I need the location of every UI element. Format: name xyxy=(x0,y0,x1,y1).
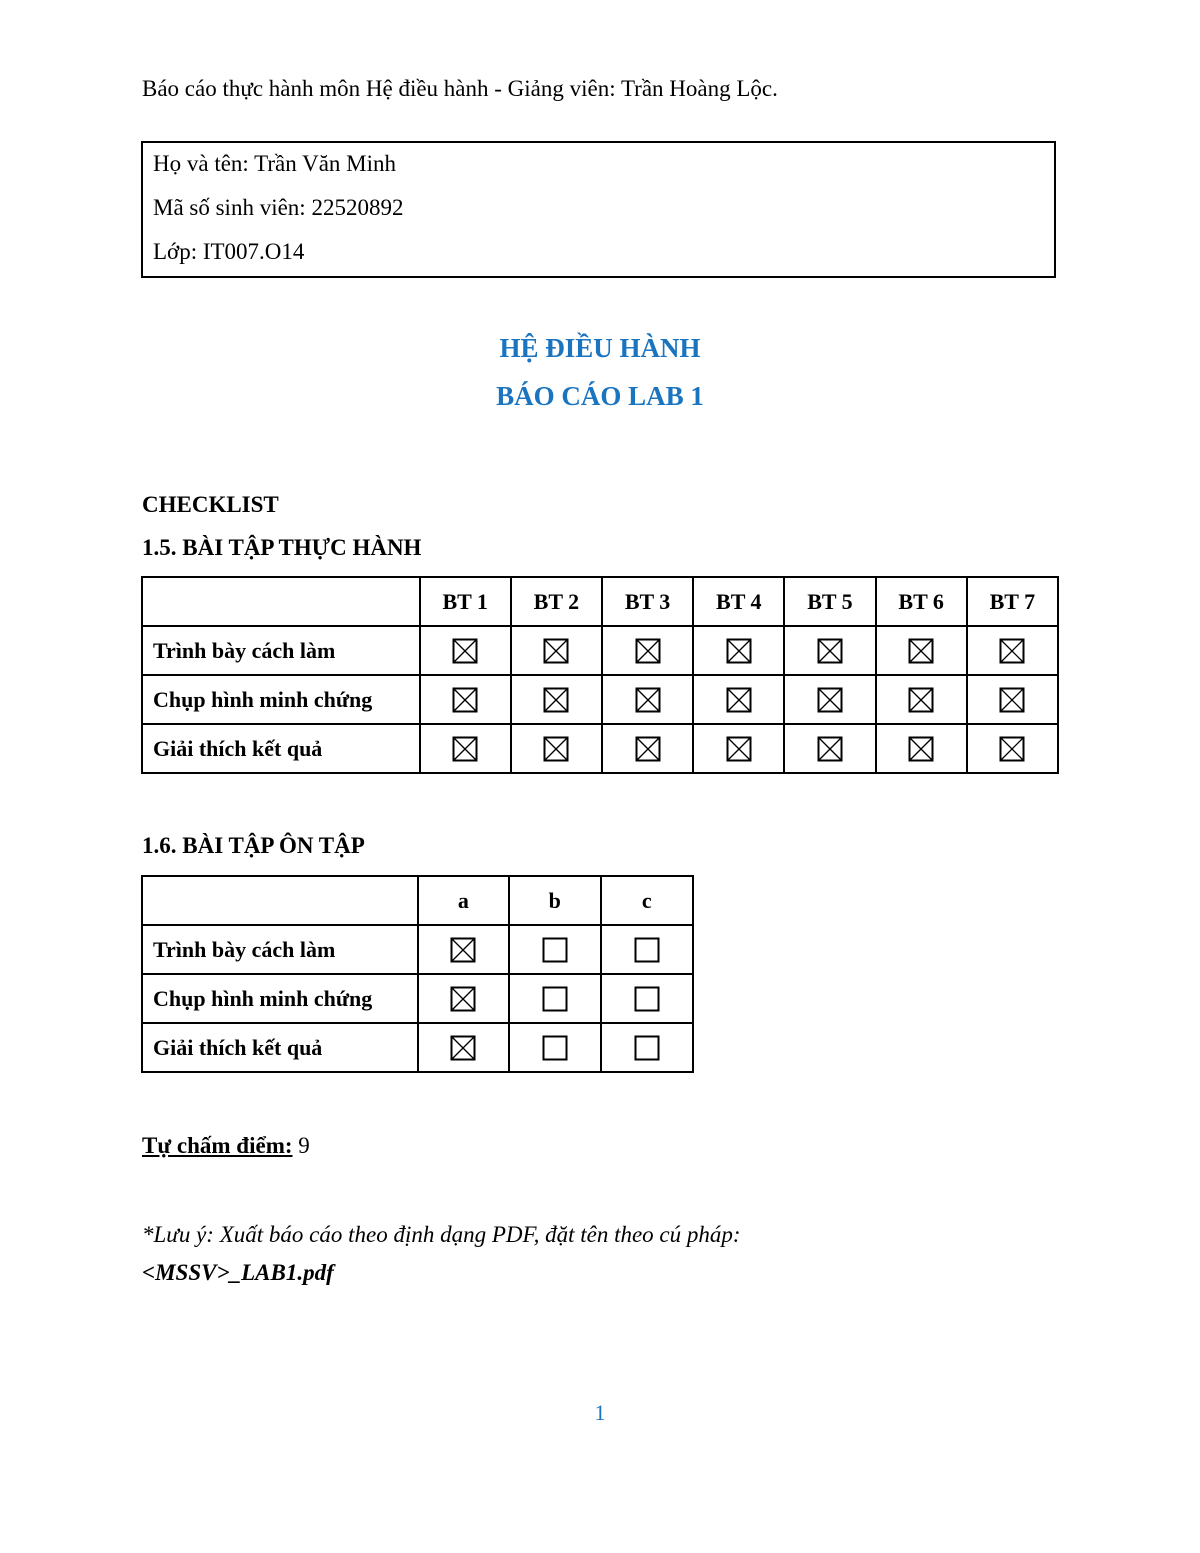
student-class: Lớp: IT007.O14 xyxy=(153,239,305,264)
checkbox-cell xyxy=(876,724,967,773)
checkbox-cell xyxy=(420,626,511,675)
checkbox-cell xyxy=(509,974,600,1023)
checkbox-cell xyxy=(509,1023,600,1072)
checked-box-icon[interactable] xyxy=(452,736,478,762)
checkbox-cell xyxy=(418,974,509,1023)
checkbox-cell xyxy=(601,925,693,974)
checked-box-icon[interactable] xyxy=(450,937,476,963)
checkbox-cell xyxy=(693,626,784,675)
empty-box-icon[interactable] xyxy=(634,937,660,963)
checked-box-icon[interactable] xyxy=(908,638,934,664)
checked-box-icon[interactable] xyxy=(635,736,661,762)
table-row xyxy=(142,974,693,1023)
row-label: Giải thích kết quả xyxy=(142,1023,418,1072)
row-label: Giải thích kết quả xyxy=(142,724,420,773)
table-header-row xyxy=(142,577,1058,626)
practice-heading: 1.5. BÀI TẬP THỰC HÀNH xyxy=(142,535,422,560)
empty-box-icon[interactable] xyxy=(634,1035,660,1061)
checkbox-cell xyxy=(420,675,511,724)
checkbox-cell xyxy=(784,626,875,675)
self-score-label: Tự chấm điểm: xyxy=(142,1133,293,1158)
checkbox-cell xyxy=(511,626,602,675)
checked-box-icon[interactable] xyxy=(452,687,478,713)
column-header: BT 2 xyxy=(511,577,602,626)
empty-box-icon[interactable] xyxy=(634,986,660,1012)
checkbox-cell xyxy=(602,626,693,675)
table-row xyxy=(142,1023,693,1072)
checked-box-icon[interactable] xyxy=(452,638,478,664)
checkbox-cell xyxy=(601,1023,693,1072)
student-name: Họ và tên: Trần Văn Minh xyxy=(153,151,396,176)
student-info-box xyxy=(141,141,1056,278)
checkbox-cell xyxy=(511,675,602,724)
checked-box-icon[interactable] xyxy=(999,687,1025,713)
checked-box-icon[interactable] xyxy=(817,638,843,664)
column-header: b xyxy=(509,876,600,925)
table-row xyxy=(142,626,1058,675)
checkbox-cell xyxy=(693,724,784,773)
self-score xyxy=(142,1133,310,1159)
review-checklist-table xyxy=(141,875,694,1073)
student-id: Mã số sinh viên: 22520892 xyxy=(153,195,404,220)
table-row xyxy=(142,675,1058,724)
row-label: Chụp hình minh chứng xyxy=(142,675,420,724)
checklist-heading: CHECKLIST xyxy=(142,492,279,517)
checked-box-icon[interactable] xyxy=(726,687,752,713)
self-score-value: 9 xyxy=(292,1133,310,1158)
checkbox-cell xyxy=(602,675,693,724)
checkbox-cell xyxy=(784,724,875,773)
column-header: BT 3 xyxy=(602,577,693,626)
checkbox-cell xyxy=(602,724,693,773)
row-label: Trình bày cách làm xyxy=(142,626,420,675)
table-header-empty xyxy=(142,876,418,925)
checked-box-icon[interactable] xyxy=(450,1035,476,1061)
checked-box-icon[interactable] xyxy=(817,736,843,762)
note-line: *Lưu ý: Xuất báo cáo theo định dạng PDF, đặt tên theo cú pháp: xyxy=(142,1222,741,1247)
checked-box-icon[interactable] xyxy=(543,638,569,664)
column-header: BT 4 xyxy=(693,577,784,626)
checked-box-icon[interactable] xyxy=(999,736,1025,762)
checked-box-icon[interactable] xyxy=(635,687,661,713)
checked-box-icon[interactable] xyxy=(999,638,1025,664)
checkbox-cell xyxy=(876,675,967,724)
checked-box-icon[interactable] xyxy=(726,736,752,762)
column-header: BT 5 xyxy=(784,577,875,626)
checkbox-cell xyxy=(420,724,511,773)
table-row xyxy=(142,925,693,974)
row-label: Chụp hình minh chứng xyxy=(142,974,418,1023)
checkbox-cell xyxy=(967,724,1058,773)
review-heading: 1.6. BÀI TẬP ÔN TẬP xyxy=(142,833,365,858)
checkbox-cell xyxy=(601,974,693,1023)
empty-box-icon[interactable] xyxy=(542,937,568,963)
course-title: HỆ ĐIỀU HÀNH xyxy=(499,333,701,363)
column-header: BT 1 xyxy=(420,577,511,626)
checked-box-icon[interactable] xyxy=(450,986,476,1012)
checked-box-icon[interactable] xyxy=(543,687,569,713)
column-header: c xyxy=(601,876,693,925)
practice-checklist-table xyxy=(141,576,1059,774)
filename-format: <MSSV>_LAB1.pdf xyxy=(142,1260,334,1285)
checkbox-cell xyxy=(693,675,784,724)
empty-box-icon[interactable] xyxy=(542,986,568,1012)
checkbox-cell xyxy=(876,626,967,675)
checked-box-icon[interactable] xyxy=(908,736,934,762)
checkbox-cell xyxy=(511,724,602,773)
checkbox-cell xyxy=(967,626,1058,675)
checkbox-cell xyxy=(967,675,1058,724)
checked-box-icon[interactable] xyxy=(726,638,752,664)
checkbox-cell xyxy=(418,1023,509,1072)
checkbox-cell xyxy=(509,925,600,974)
report-title: BÁO CÁO LAB 1 xyxy=(496,381,704,411)
report-header: Báo cáo thực hành môn Hệ điều hành - Giảng viên: Trần Hoàng Lộc. xyxy=(142,76,778,101)
row-label: Trình bày cách làm xyxy=(142,925,418,974)
column-header: BT 6 xyxy=(876,577,967,626)
checkbox-cell xyxy=(784,675,875,724)
checked-box-icon[interactable] xyxy=(908,687,934,713)
column-header: BT 7 xyxy=(967,577,1058,626)
column-header: a xyxy=(418,876,509,925)
page-number: 1 xyxy=(594,1400,606,1425)
checkbox-cell xyxy=(418,925,509,974)
checked-box-icon[interactable] xyxy=(543,736,569,762)
table-header-empty xyxy=(142,577,420,626)
table-header-row xyxy=(142,876,693,925)
empty-box-icon[interactable] xyxy=(542,1035,568,1061)
checked-box-icon[interactable] xyxy=(635,638,661,664)
table-row xyxy=(142,724,1058,773)
checked-box-icon[interactable] xyxy=(817,687,843,713)
